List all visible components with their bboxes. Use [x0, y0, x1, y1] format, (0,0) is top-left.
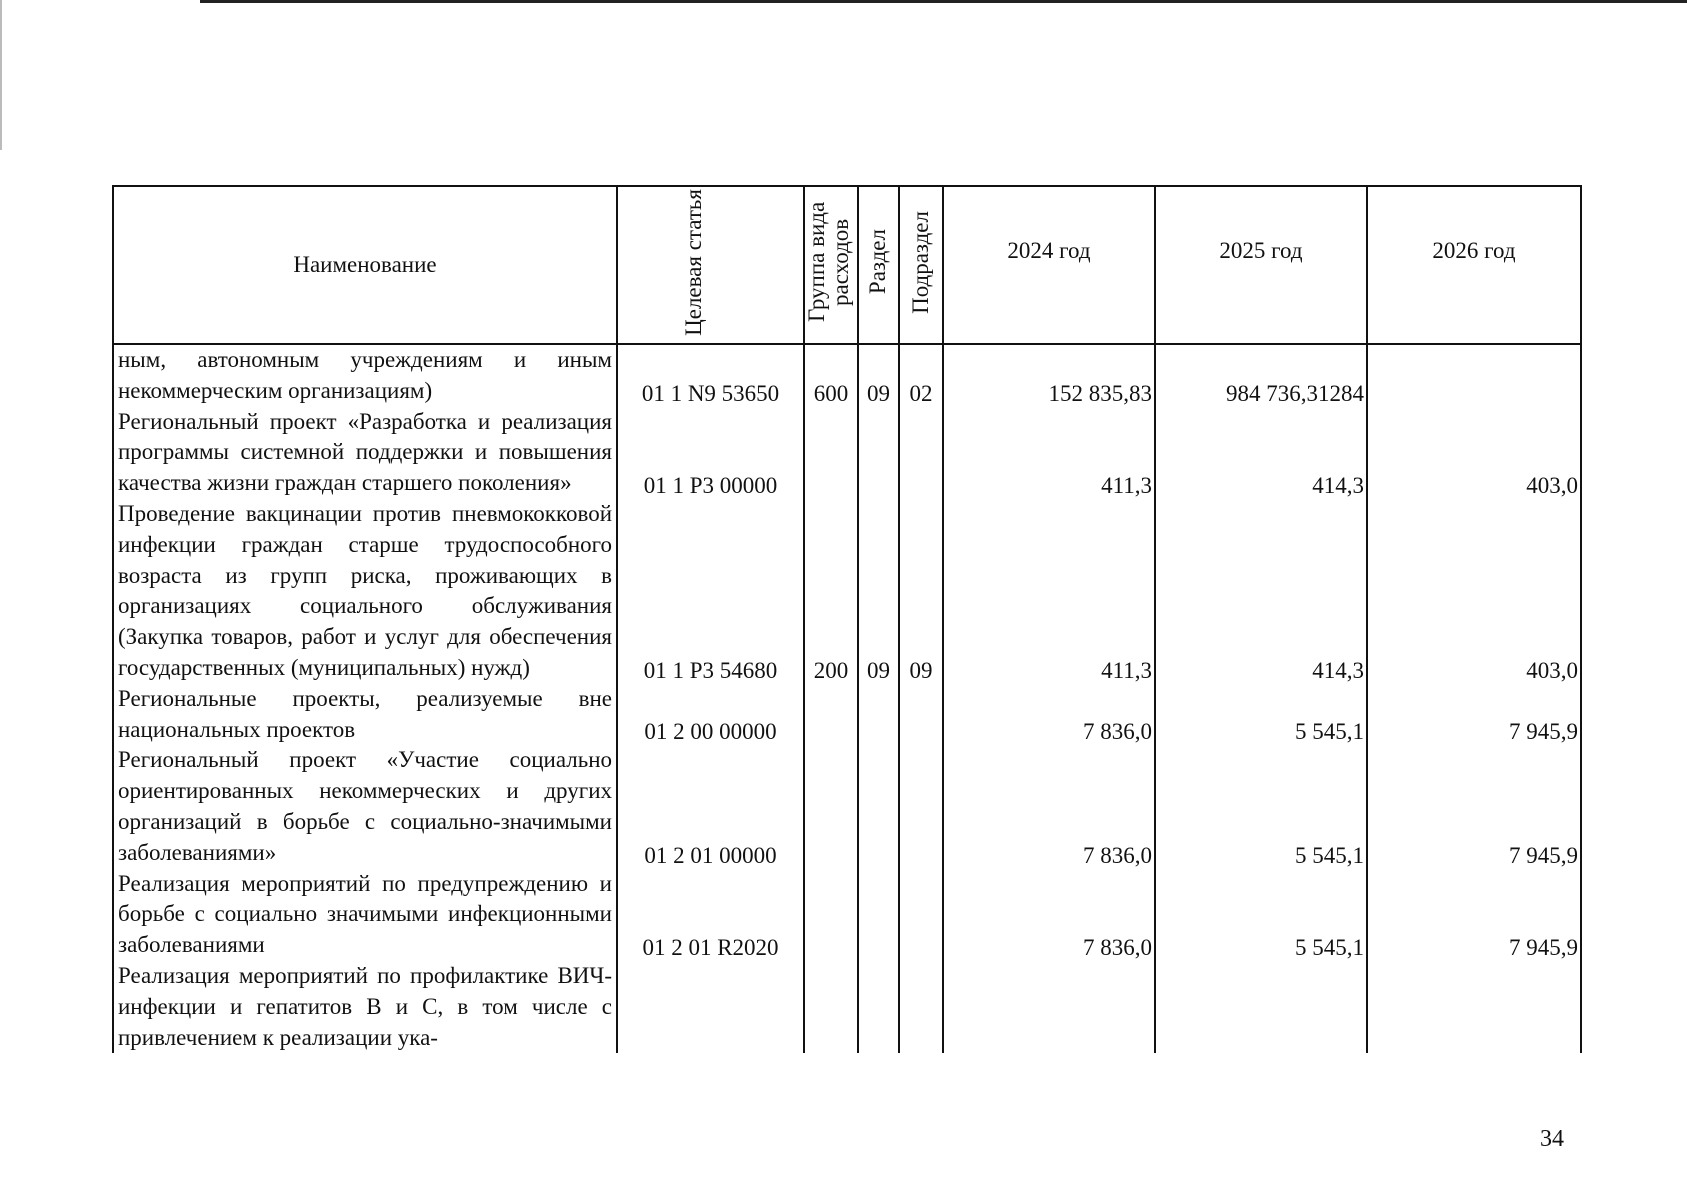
left-scan-edge	[0, 0, 2, 150]
table-row	[113, 407, 1581, 499]
row-name: Региональный проект «Участие социально ориентированных некоммерческих и других организаций в борьбе с социально-значимыми заболеваниями»	[113, 745, 617, 868]
header-2026: 2026 год	[1367, 186, 1581, 344]
row-section	[858, 745, 899, 868]
header-name: Наименование	[113, 186, 617, 344]
row-2024: 7 836,0	[943, 745, 1155, 868]
row-2024: 7 836,0	[943, 869, 1155, 961]
row-2025	[1155, 961, 1367, 1053]
header-2025: 2025 год	[1155, 186, 1367, 344]
row-section: 09	[858, 499, 899, 684]
row-target: 01 2 00 00000	[617, 684, 804, 746]
row-name: ным, автономным учреждениям и иным некоммерческим организациям)	[113, 344, 617, 407]
top-scan-line	[200, 0, 1687, 3]
row-section	[858, 869, 899, 961]
row-target: 01 2 01 00000	[617, 745, 804, 868]
row-2025: 5 545,1	[1155, 745, 1367, 868]
row-2024: 7 836,0	[943, 684, 1155, 746]
table-row	[113, 684, 1581, 746]
header-section: Раздел	[858, 186, 899, 344]
table-row	[113, 869, 1581, 961]
row-2026: 7 945,9	[1367, 745, 1581, 868]
row-target: 01 1 N9 53650	[617, 344, 804, 407]
row-group: 600	[804, 344, 858, 407]
row-group	[804, 961, 858, 1053]
row-subsection	[899, 961, 943, 1053]
row-2025: 5 545,1	[1155, 869, 1367, 961]
row-section	[858, 961, 899, 1053]
row-section	[858, 407, 899, 499]
row-subsection	[899, 407, 943, 499]
row-target: 01 1 P3 00000	[617, 407, 804, 499]
row-2024: 411,3	[943, 499, 1155, 684]
header-target: Целевая статья	[617, 186, 804, 344]
table-row	[113, 961, 1581, 1053]
row-2025: 414,3	[1155, 407, 1367, 499]
table-row	[113, 499, 1581, 684]
table-header-row	[113, 186, 1581, 344]
row-2025: 984 736,31284	[1155, 344, 1367, 407]
row-name: Проведение вакцинации против пневмококковой инфекции граждан старше трудоспособного возраста из групп риска, проживающих в организациях социального обслуживания (Закупка товаров, работ и услуг для обеспечения государственных (муниципальных) нужд)	[113, 499, 617, 684]
row-2026	[1367, 961, 1581, 1053]
row-2024: 411,3	[943, 407, 1155, 499]
row-2026: 403,0	[1367, 499, 1581, 684]
row-2024	[943, 961, 1155, 1053]
row-group	[804, 869, 858, 961]
header-subsection: Подраздел	[899, 186, 943, 344]
row-subsection: 02	[899, 344, 943, 407]
row-2026	[1367, 344, 1581, 407]
row-subsection	[899, 684, 943, 746]
row-section	[858, 684, 899, 746]
row-2026: 403,0	[1367, 407, 1581, 499]
row-group	[804, 745, 858, 868]
row-group: 200	[804, 499, 858, 684]
row-section: 09	[858, 344, 899, 407]
table-row	[113, 745, 1581, 868]
row-name: Реализация мероприятий по профилактике ВИЧ-инфекции и гепатитов В и С, в том числе с привлечением к реализации ука-	[113, 961, 617, 1053]
row-2025: 5 545,1	[1155, 684, 1367, 746]
row-2026: 7 945,9	[1367, 684, 1581, 746]
row-subsection: 09	[899, 499, 943, 684]
row-target	[617, 961, 804, 1053]
page-number: 34	[1540, 1126, 1564, 1152]
row-subsection	[899, 745, 943, 868]
row-target: 01 1 P3 54680	[617, 499, 804, 684]
header-2024: 2024 год	[943, 186, 1155, 344]
row-name: Региональные проекты, реализуемые вне национальных проектов	[113, 684, 617, 746]
row-group	[804, 684, 858, 746]
row-2026: 7 945,9	[1367, 869, 1581, 961]
row-name: Реализация мероприятий по предупреждению и борьбе с социально значимыми инфекционными заболеваниями	[113, 869, 617, 961]
row-name: Региональный проект «Разработка и реализация программы системной поддержки и повышения качества жизни граждан старшего поколения»	[113, 407, 617, 499]
row-target: 01 2 01 R2020	[617, 869, 804, 961]
header-group: Группа вида расходов	[804, 186, 858, 344]
row-group	[804, 407, 858, 499]
row-2024: 152 835,83	[943, 344, 1155, 407]
budget-table	[112, 185, 1582, 1053]
row-2025: 414,3	[1155, 499, 1367, 684]
table-row	[113, 344, 1581, 407]
row-subsection	[899, 869, 943, 961]
